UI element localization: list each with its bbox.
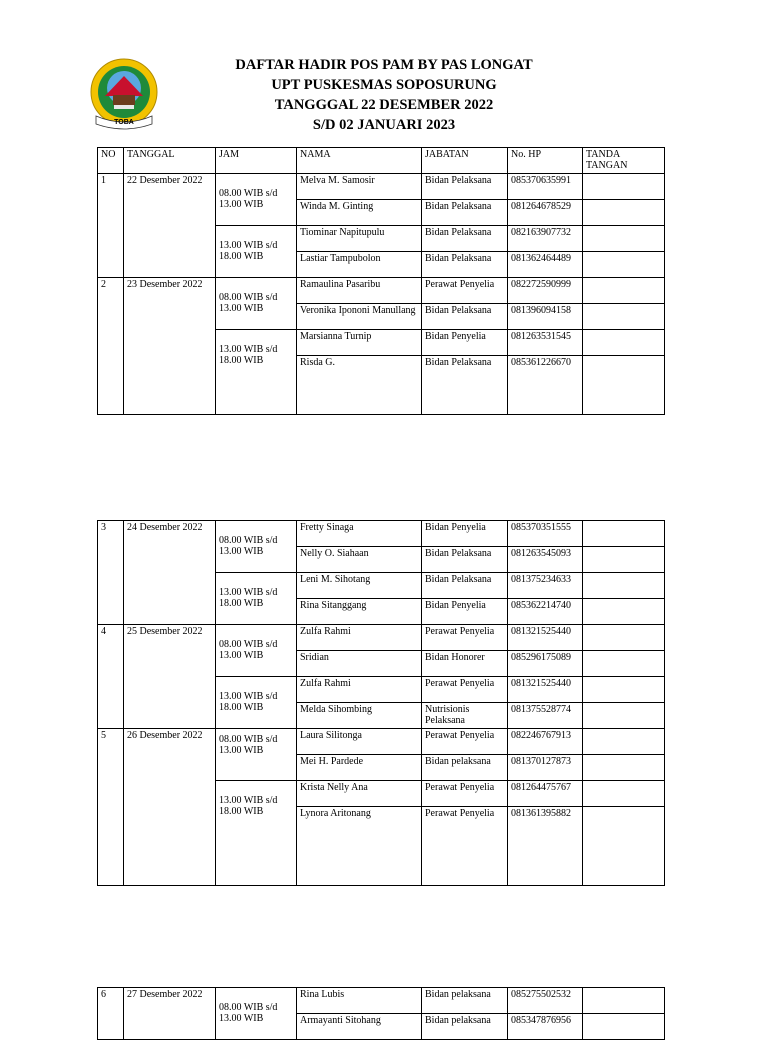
cell-phone: 081264475767 <box>508 781 583 807</box>
cell-name: Leni M. Sihotang <box>297 573 422 599</box>
logo-text: TOBA <box>114 119 134 126</box>
cell-position: Perawat Penyelia <box>422 278 508 304</box>
cell-name: Winda M. Ginting <box>297 200 422 226</box>
signature-cell[interactable] <box>583 703 665 729</box>
cell-name: Risda G. <box>297 356 422 382</box>
header-phone: No. HP <box>508 148 583 174</box>
cell-no: 3 <box>98 521 124 625</box>
cell-time: 08.00 WIB s/d 13.00 WIB <box>216 729 297 781</box>
cell-position: Bidan Honorer <box>422 651 508 677</box>
table-row <box>98 729 665 755</box>
cell-position: Bidan Penyelia <box>422 330 508 356</box>
cell-phone: 085347876956 <box>508 1014 583 1040</box>
cell-position: Bidan Pelaksana <box>422 547 508 573</box>
cell-time: 08.00 WIB s/d 13.00 WIB <box>216 174 297 226</box>
cell-name: Mei H. Pardede <box>297 755 422 781</box>
cell-phone: 081263545093 <box>508 547 583 573</box>
cell-position: Bidan Penyelia <box>422 599 508 625</box>
cell-phone: 081321525440 <box>508 677 583 703</box>
cell-phone: 081264678529 <box>508 200 583 226</box>
table-row <box>98 521 665 547</box>
cell-position: Perawat Penyelia <box>422 729 508 755</box>
cell-name: Rina Lubis <box>297 988 422 1014</box>
signature-cell[interactable] <box>583 226 665 252</box>
signature-cell[interactable] <box>583 677 665 703</box>
cell-position: Bidan Penyelia <box>422 521 508 547</box>
cell-name: Zulfa Rahmi <box>297 677 422 703</box>
cell-no: 4 <box>98 625 124 729</box>
cell-phone: 085275502532 <box>508 988 583 1014</box>
cell-phone: 081370127873 <box>508 755 583 781</box>
cell-no: 2 <box>98 278 124 415</box>
cell-position: Nutrisionis Pelaksana <box>422 703 508 729</box>
cell-phone: 085361226670 <box>508 356 583 382</box>
cell-date: 24 Desember 2022 <box>124 521 216 625</box>
header-name: NAMA <box>297 148 422 174</box>
header-position: JABATAN <box>422 148 508 174</box>
signature-cell[interactable] <box>583 988 665 1014</box>
signature-cell[interactable] <box>583 1014 665 1040</box>
cell-no: 1 <box>98 174 124 278</box>
signature-cell[interactable] <box>583 174 665 200</box>
cell-position: Perawat Penyelia <box>422 807 508 833</box>
cell-position: Bidan Pelaksana <box>422 200 508 226</box>
attendance-table-1 <box>97 147 665 415</box>
cell-name: Veronika Ipononi Manullang <box>297 304 422 330</box>
cell-phone: 081375528774 <box>508 703 583 729</box>
cell-name: Melva M. Samosir <box>297 174 422 200</box>
cell-time: 08.00 WIB s/d 13.00 WIB <box>216 278 297 330</box>
cell-date: 27 Desember 2022 <box>124 988 216 1040</box>
cell-name: Laura Silitonga <box>297 729 422 755</box>
cell-date: 22 Desember 2022 <box>124 174 216 278</box>
cell-phone: 085370635991 <box>508 174 583 200</box>
cell-position: Bidan pelaksana <box>422 1014 508 1040</box>
cell-time: 13.00 WIB s/d 18.00 WIB <box>216 573 297 625</box>
cell-phone: 085370351555 <box>508 521 583 547</box>
cell-position: Bidan Pelaksana <box>422 573 508 599</box>
cell-date: 25 Desember 2022 <box>124 625 216 729</box>
cell-time: 08.00 WIB s/d 13.00 WIB <box>216 988 297 1040</box>
cell-name: Rina Sitanggang <box>297 599 422 625</box>
cell-name: Nelly O. Siahaan <box>297 547 422 573</box>
cell-name: Fretty Sinaga <box>297 521 422 547</box>
cell-no: 6 <box>98 988 124 1040</box>
cell-time: 13.00 WIB s/d 18.00 WIB <box>216 781 297 886</box>
header-no: NO <box>98 148 124 174</box>
table-row <box>98 988 665 1014</box>
table-row <box>98 625 665 651</box>
cell-name: Armayanti Sitohang <box>297 1014 422 1040</box>
cell-name: Zulfa Rahmi <box>297 625 422 651</box>
cell-name: Sridian <box>297 651 422 677</box>
cell-name: Melda Sihombing <box>297 703 422 729</box>
cell-phone: 081263531545 <box>508 330 583 356</box>
cell-name: Tiominar Napitupulu <box>297 226 422 252</box>
cell-position: Perawat Penyelia <box>422 625 508 651</box>
signature-cell[interactable] <box>583 755 665 781</box>
document-title <box>200 55 568 135</box>
signature-cell[interactable] <box>583 278 665 304</box>
cell-position: Perawat Penyelia <box>422 781 508 807</box>
signature-cell[interactable] <box>583 304 665 330</box>
signature-cell[interactable] <box>583 599 665 625</box>
cell-phone: 081361395882 <box>508 807 583 833</box>
title-line-4: S/D 02 JANUARI 2023 <box>312 117 456 133</box>
cell-name: Ramaulina Pasaribu <box>297 278 422 304</box>
cell-phone: 082246767913 <box>508 729 583 755</box>
signature-cell[interactable] <box>583 807 665 833</box>
cell-time: 08.00 WIB s/d 13.00 WIB <box>216 625 297 677</box>
signature-cell[interactable] <box>583 200 665 226</box>
header-signature: TANDA TANGAN <box>583 148 665 174</box>
cell-position: Bidan Pelaksana <box>422 252 508 278</box>
title-line-1: DAFTAR HADIR POS PAM BY PAS LONGAT <box>235 57 533 73</box>
cell-date: 23 Desember 2022 <box>124 278 216 415</box>
signature-cell[interactable] <box>583 651 665 677</box>
cell-no: 5 <box>98 729 124 886</box>
cell-name: Krista Nelly Ana <box>297 781 422 807</box>
cell-phone: 081375234633 <box>508 573 583 599</box>
cell-name: Marsianna Turnip <box>297 330 422 356</box>
cell-position: Bidan Pelaksana <box>422 356 508 382</box>
signature-cell[interactable] <box>583 547 665 573</box>
cell-position: Bidan Pelaksana <box>422 226 508 252</box>
cell-time: 13.00 WIB s/d 18.00 WIB <box>216 226 297 278</box>
cell-time: 13.00 WIB s/d 18.00 WIB <box>216 677 297 729</box>
cell-time: 13.00 WIB s/d 18.00 WIB <box>216 330 297 415</box>
header-time: JAM <box>216 148 297 174</box>
signature-cell[interactable] <box>583 330 665 356</box>
cell-phone: 082163907732 <box>508 226 583 252</box>
cell-phone: 085296175089 <box>508 651 583 677</box>
table-row <box>98 174 665 200</box>
cell-phone: 082272590999 <box>508 278 583 304</box>
cell-date: 26 Desember 2022 <box>124 729 216 886</box>
attendance-table-3 <box>97 987 665 1040</box>
cell-phone: 081321525440 <box>508 625 583 651</box>
cell-phone: 085362214740 <box>508 599 583 625</box>
cell-name: Lastiar Tampubolon <box>297 252 422 278</box>
cell-name: Lynora Aritonang <box>297 807 422 833</box>
toba-logo-icon <box>88 58 160 130</box>
cell-position: Bidan pelaksana <box>422 755 508 781</box>
cell-phone: 081362464489 <box>508 252 583 278</box>
signature-cell[interactable] <box>583 573 665 599</box>
cell-position: Bidan pelaksana <box>422 988 508 1014</box>
cell-position: Perawat Penyelia <box>422 677 508 703</box>
cell-phone: 081396094158 <box>508 304 583 330</box>
cell-position: Bidan Pelaksana <box>422 304 508 330</box>
signature-cell[interactable] <box>583 625 665 651</box>
signature-cell[interactable] <box>583 356 665 382</box>
signature-cell[interactable] <box>583 521 665 547</box>
title-line-2: UPT PUSKESMAS SOPOSURUNG <box>271 77 497 93</box>
attendance-table-2 <box>97 520 665 886</box>
cell-time: 08.00 WIB s/d 13.00 WIB <box>216 521 297 573</box>
title-line-3: TANGGGAL 22 DESEMBER 2022 <box>274 97 494 113</box>
signature-cell[interactable] <box>583 781 665 807</box>
signature-cell[interactable] <box>583 252 665 278</box>
cell-position: Bidan Pelaksana <box>422 174 508 200</box>
signature-cell[interactable] <box>583 729 665 755</box>
header-date: TANGGAL <box>124 148 216 174</box>
table-row <box>98 278 665 304</box>
